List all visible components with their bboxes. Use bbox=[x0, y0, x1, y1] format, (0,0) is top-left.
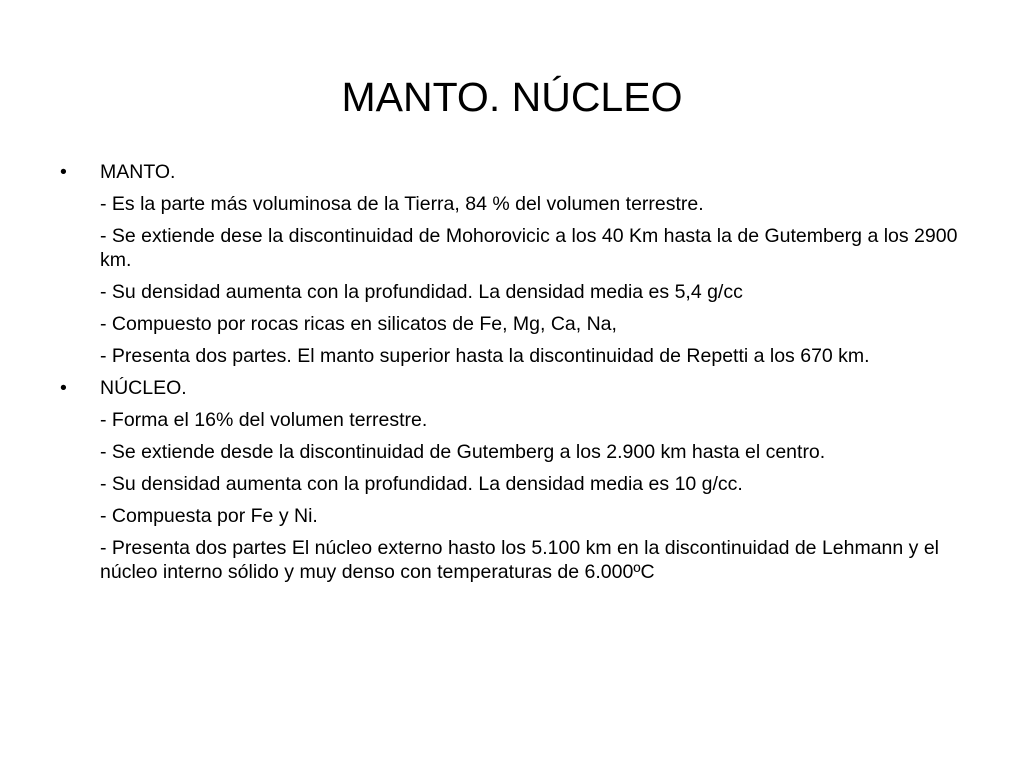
section-heading-text: NÚCLEO. bbox=[100, 377, 187, 399]
section-manto bbox=[60, 160, 970, 368]
list-item: - Presenta dos partes El núcleo externo hasto los 5.100 km en la discontinuidad de Lehmann y el núcleo interno sólido y muy denso con temperaturas de 6.000ºC bbox=[100, 537, 940, 583]
list-item: - Su densidad aumenta con la profundidad. La densidad media es 10 g/cc. bbox=[100, 473, 743, 495]
section-nucleo bbox=[60, 376, 970, 584]
slide-body bbox=[60, 160, 970, 592]
list-item: - Forma el 16% del volumen terrestre. bbox=[100, 409, 428, 431]
list-item: - Compuesta por Fe y Ni. bbox=[100, 505, 318, 527]
section-heading-nucleo bbox=[60, 376, 970, 400]
section-heading-text: MANTO. bbox=[100, 161, 176, 183]
slide-title: MANTO. NÚCLEO bbox=[341, 74, 683, 120]
list-item: - Se extiende desde la discontinuidad de Gutemberg a los 2.900 km hasta el centro. bbox=[100, 441, 826, 463]
list-item: - Su densidad aumenta con la profundidad. La densidad media es 5,4 g/cc bbox=[100, 281, 743, 303]
list-item: - Se extiende dese la discontinuidad de Mohorovicic a los 40 Km hasta la de Gutemberg a los 2900 km. bbox=[100, 225, 958, 271]
list-item: - Compuesto por rocas ricas en silicatos de Fe, Mg, Ca, Na, bbox=[100, 313, 617, 335]
bullet-icon: • bbox=[60, 161, 67, 183]
list-item: - Es la parte más voluminosa de la Tierra, 84 % del volumen terrestre. bbox=[100, 193, 704, 215]
section-heading-manto bbox=[60, 160, 970, 184]
list-item: - Presenta dos partes. El manto superior hasta la discontinuidad de Repetti a los 670 km. bbox=[100, 345, 870, 367]
bullet-icon: • bbox=[60, 377, 67, 399]
